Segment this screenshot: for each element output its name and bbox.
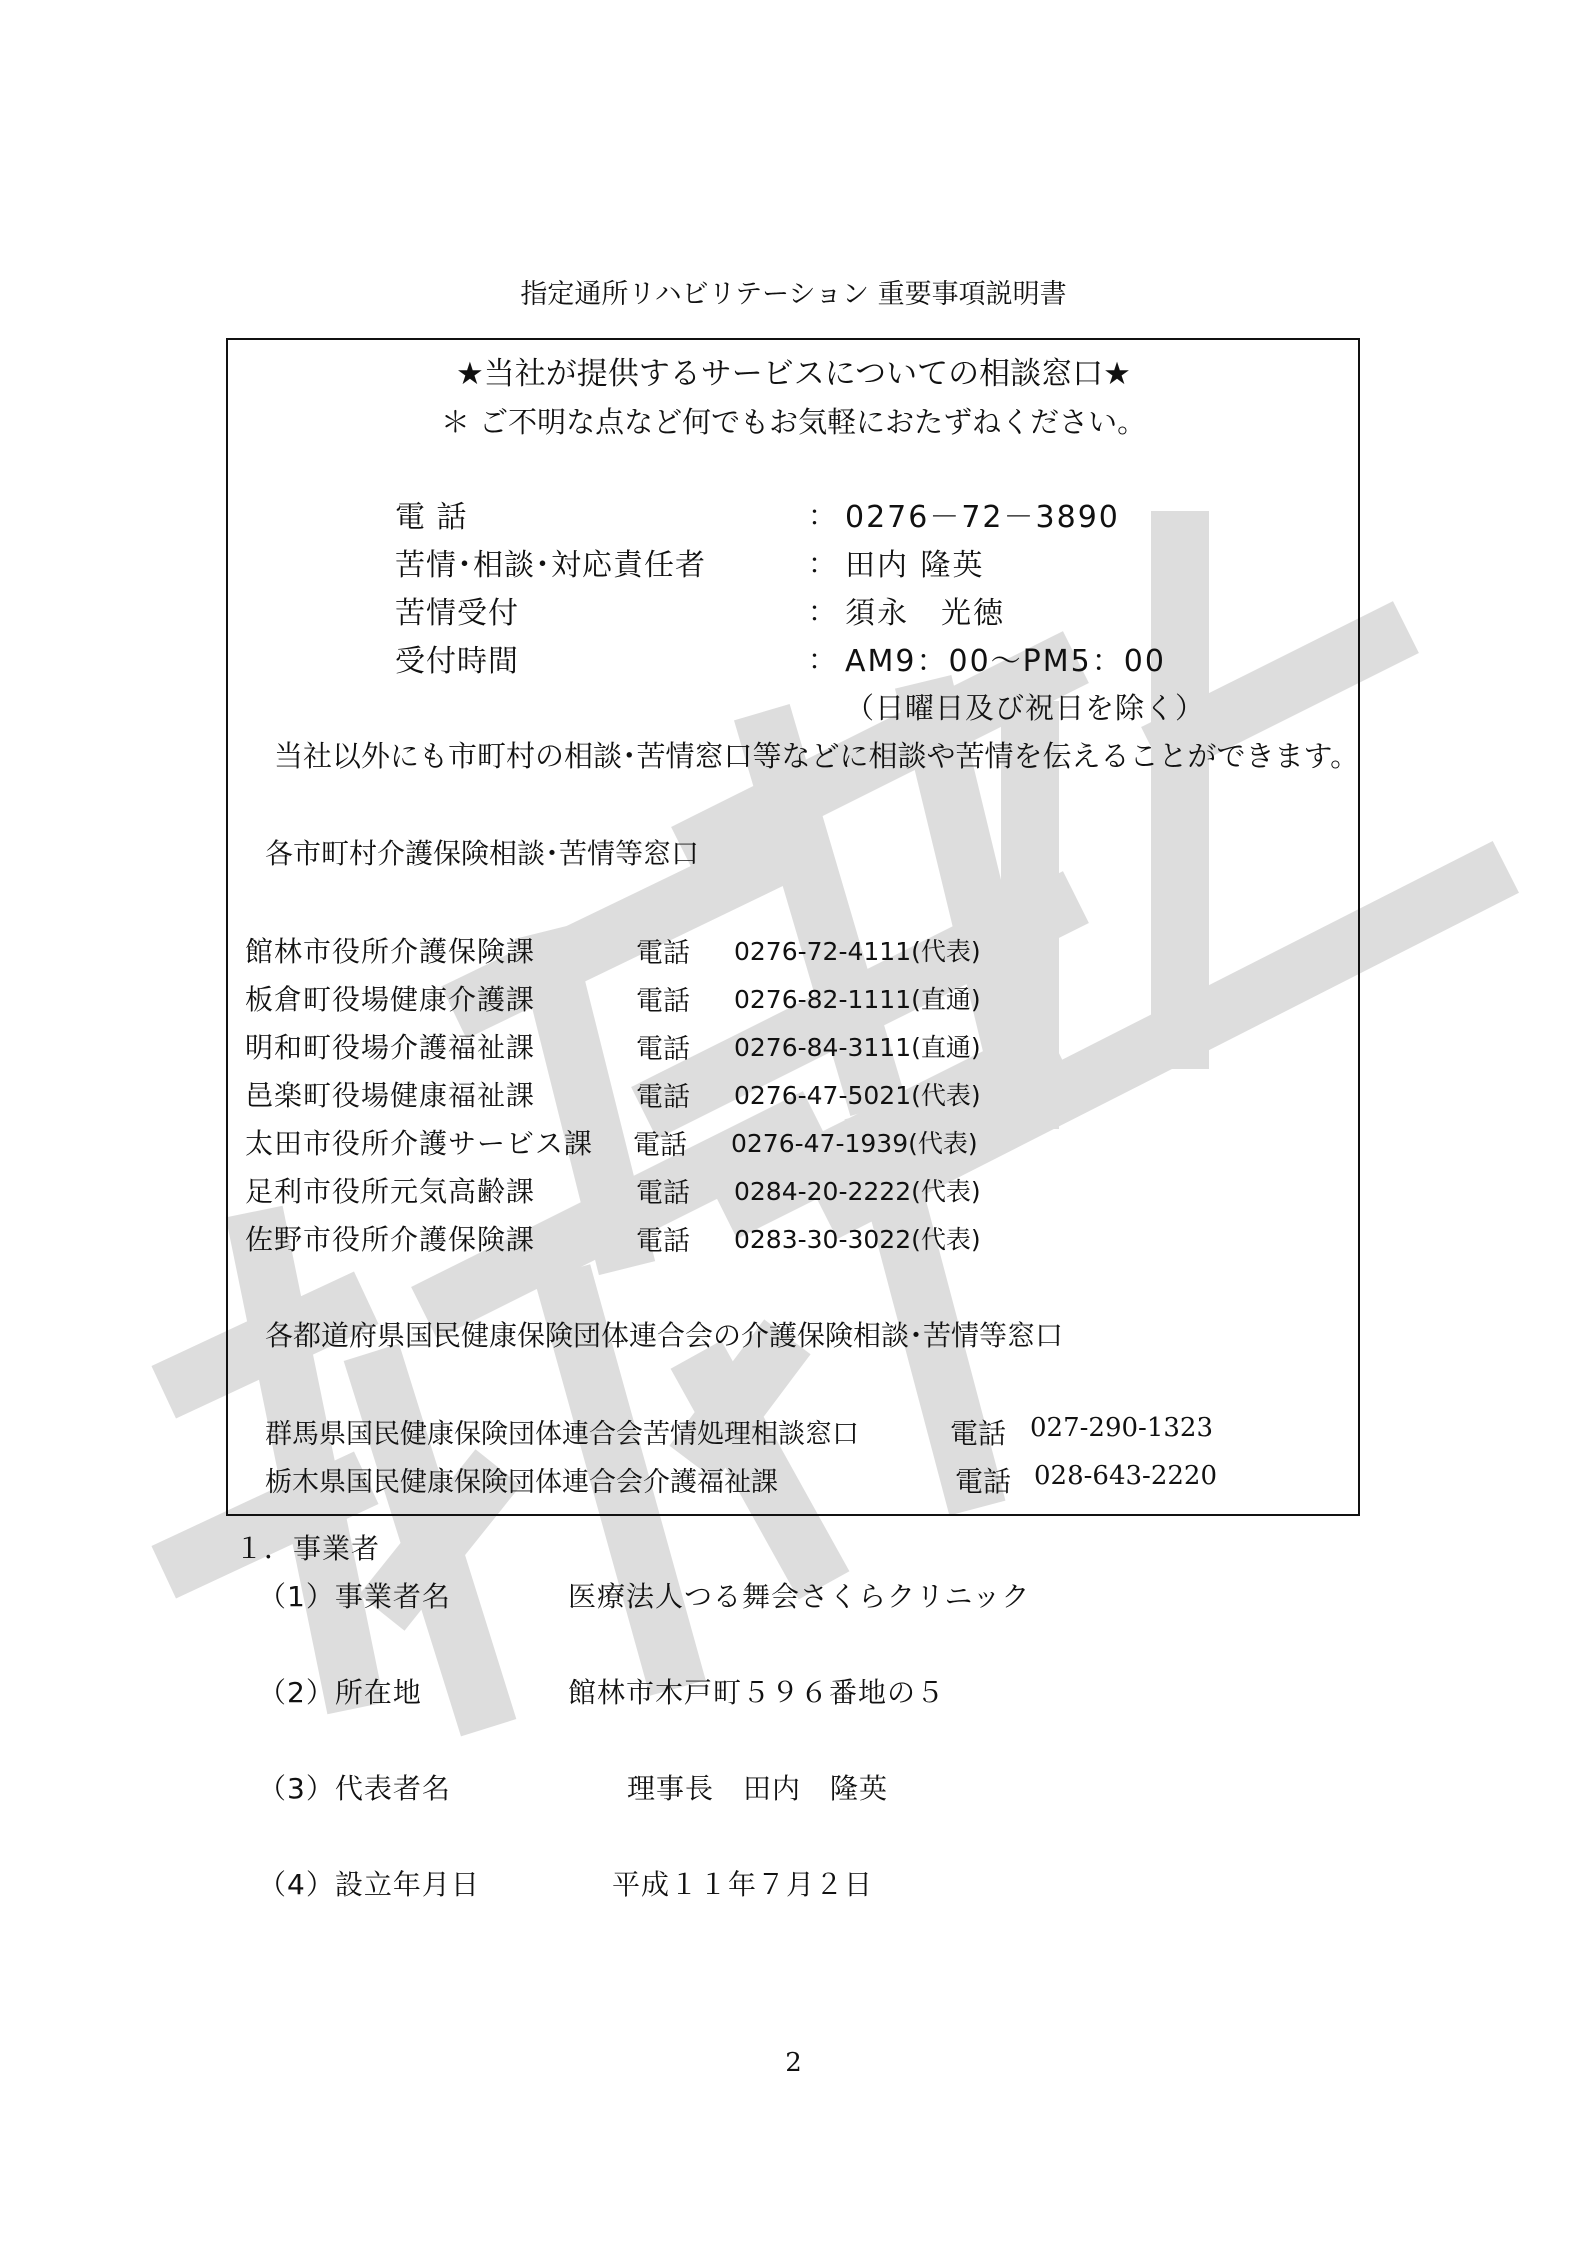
other-consultation-note: 当社以外にも市町村の相談･苦情窓口等などに相談や苦情を伝えることができます。 (274, 739, 1360, 773)
office-phone-number: 0284-20-2222(代表) (734, 1177, 981, 1206)
kokuho-office-name: 栃木県国民健康保険団体連合会介護福祉課 (265, 1467, 778, 1498)
kokuho-heading: 各都道府県国民健康保険団体連合会の介護保険相談･苦情等窓口 (265, 1319, 1064, 1352)
office-phone-number: 0276-47-1939(代表) (731, 1129, 978, 1158)
info-label-complaint-reception: 苦情受付 (395, 596, 519, 631)
document-title: 指定通所リハビリテーション 重要事項説明書 (520, 279, 1067, 310)
office-name: 太田市役所介護サービス課 (245, 1127, 594, 1160)
office-tel-label: 電話 (636, 1034, 690, 1065)
representative-label: （3）代表者名 (258, 1772, 451, 1805)
page-number: 2 (785, 2048, 802, 2078)
representative-value: 理事長 田内 隆英 (627, 1772, 889, 1805)
address-label: （2）所在地 (258, 1676, 422, 1709)
kokuho-tel-label: 電話 (955, 1465, 1012, 1498)
info-value-phone: 0276－72－3890 (845, 500, 1120, 535)
office-phone-number: 0276-47-5021(代表) (734, 1081, 981, 1110)
office-name: 板倉町役場健康介護課 (245, 983, 536, 1016)
info-value-complaint-reception: 須永 光徳 (845, 596, 1005, 631)
info-colon: ： (808, 499, 837, 532)
office-tel-label: 電話 (636, 1082, 690, 1113)
consultation-box-note: ＊ ご不明な点など何でもお気軽におたずねください。 (440, 405, 1147, 439)
info-colon: ： (808, 547, 837, 580)
office-tel-label: 電話 (636, 986, 690, 1017)
business-name-value: 医療法人つる舞会さくらクリニック (568, 1580, 1031, 1613)
office-name: 館林市役所介護保険課 (245, 935, 536, 968)
office-tel-label: 電話 (636, 1226, 690, 1257)
section-heading: １．事業者 (235, 1532, 381, 1565)
office-name: 明和町役場介護福祉課 (245, 1031, 536, 1064)
hours-exception-note: （日曜日及び祝日を除く） (845, 691, 1206, 725)
info-label-phone: 電 話 (395, 500, 468, 535)
office-tel-label: 電話 (633, 1130, 687, 1161)
office-name: 邑楽町役場健康福祉課 (245, 1079, 536, 1112)
kokuho-phone-number: 028-643-2220 (1034, 1461, 1217, 1491)
info-colon: ： (808, 643, 837, 676)
info-value-responsible: 田内 隆英 (845, 548, 985, 583)
info-colon: ： (808, 595, 837, 628)
consultation-box-title: ★当社が提供するサービスについての相談窓口★ (456, 356, 1131, 392)
office-phone-number: 0283-30-3022(代表) (734, 1225, 981, 1254)
office-tel-label: 電話 (636, 938, 690, 969)
info-label-hours: 受付時間 (395, 644, 519, 679)
kokuho-tel-label: 電話 (950, 1417, 1007, 1450)
office-phone-number: 0276-84-3111(直通) (734, 1033, 981, 1062)
office-tel-label: 電話 (636, 1178, 690, 1209)
established-date-value: 平成１１年７月２日 (612, 1868, 874, 1901)
office-name: 足利市役所元気高齢課 (245, 1175, 536, 1208)
established-date-label: （4）設立年月日 (258, 1868, 480, 1901)
municipal-heading: 各市町村介護保険相談･苦情等窓口 (265, 837, 700, 870)
office-name: 佐野市役所介護保険課 (245, 1223, 536, 1256)
office-phone-number: 0276-82-1111(直通) (734, 985, 981, 1014)
info-label-responsible: 苦情･相談･対応責任者 (395, 548, 706, 583)
office-phone-number: 0276-72-4111(代表) (734, 937, 981, 966)
business-name-label: （1）事業者名 (258, 1580, 451, 1613)
info-value-hours: AM9：00～PM5：00 (845, 644, 1166, 679)
address-value: 館林市木戸町５９６番地の５ (568, 1676, 946, 1709)
kokuho-phone-number: 027-290-1323 (1030, 1413, 1213, 1443)
kokuho-office-name: 群馬県国民健康保険団体連合会苦情処理相談窓口 (265, 1419, 859, 1450)
